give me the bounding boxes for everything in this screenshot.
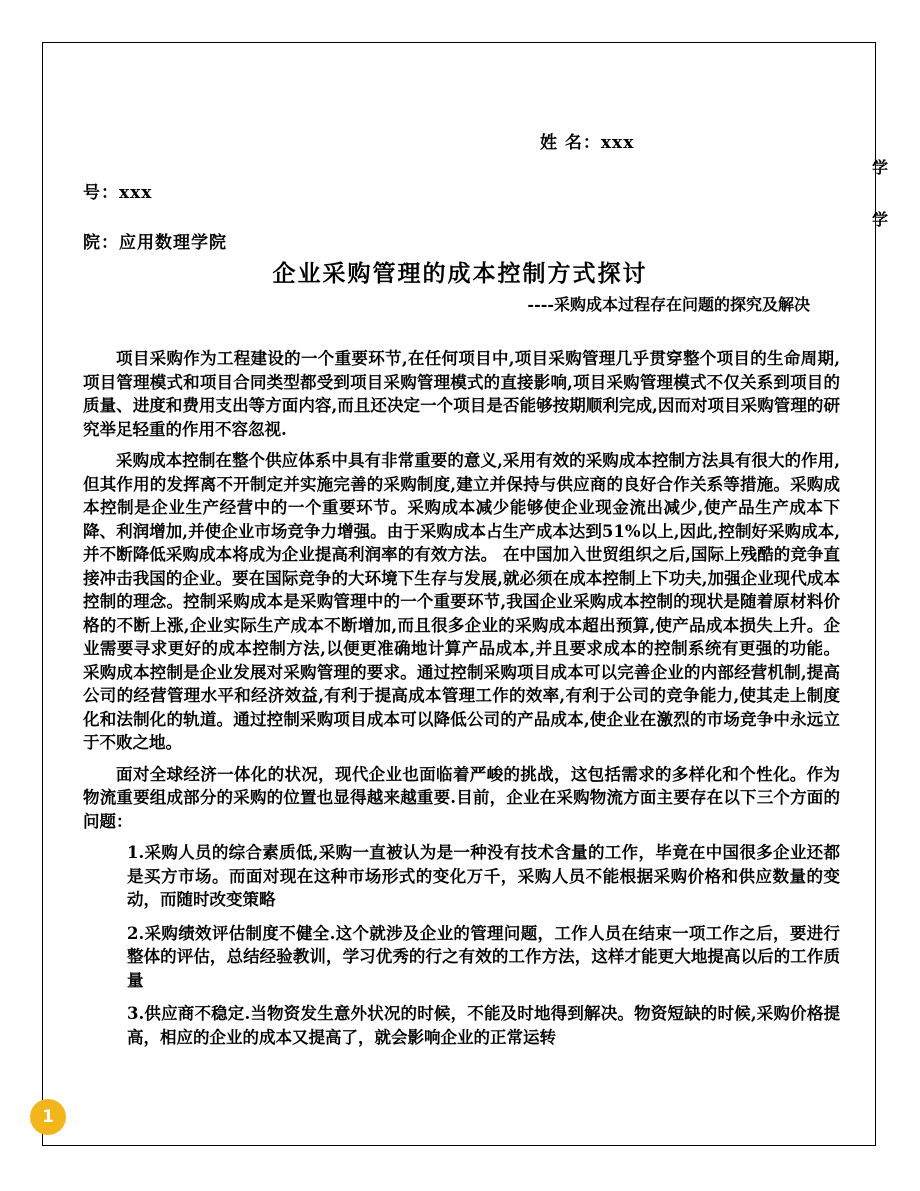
document-title: 企业采购管理的成本控制方式探讨 xyxy=(272,260,648,287)
list-item: 1.采购人员的综合素质低,采购一直被认为是一种没有技术含量的工作，毕竟在中国很多企业还都是买方市场。而面对现在这种市场形式的变化万千，采购人员不能根据采购价格和供应数量的变动，而随时改变策略 xyxy=(127,843,840,909)
student-id-field: 号：xxx xyxy=(83,183,153,203)
paragraph: 面对全球经济一体化的状况，现代企业也面临着严峻的挑战，这包括需求的多样化和个性化。作为物流重要组成部分的采购的位置也显得越来越重要.目前，企业在采购物流方面主要存在以下三个方面的问题： xyxy=(83,764,840,831)
document-subtitle: ----采购成本过程存在问题的探究及解决 xyxy=(527,295,810,314)
body-content xyxy=(83,347,840,1059)
page-number-badge: 1 xyxy=(30,1099,66,1135)
list-item: 3.供应商不稳定.当物资发生意外状况的时候，不能及时地得到解决。物资短缺的时候,采购价格提高，相应的企业的成本又提高了，就会影响企业的正常运转 xyxy=(127,1004,840,1047)
side-char-top: 学 xyxy=(872,158,889,177)
college-field: 院：应用数理学院 xyxy=(83,233,227,253)
name-field: 姓 名：xxx xyxy=(540,133,635,153)
paragraph: 采购成本控制在整个供应体系中具有非常重要的意义,采用有效的采购成本控制方法具有很大的作用,但其作用的发挥离不开制定并实施完善的采购制度,建立并保持与供应商的良好合作关系等措施。采购成本控制是企业生产经营中的一个重要环节。采购成本减少能够使企业现金流出减少,使产品生产成本下降、利润增加,并使企业市场竞争力增强。由于采购成本占生产成本达到51%以上,因此,控制好采购成本,并不断降低采购成本将成为企业提高利润率的有效方法。 在中国加入世贸组织之后,国际上残酷的竞争直接冲击我国的企业。要在国际竞争的大环境下生存与发展,就必须在成本控制上下功夫,加强企业现代成本控制的理念。控制采购成本是采购管理中的一个重要环节,我国企业采购成本控制的现状是随着原材料价格的不断上涨,企业实际生产成本不断增加,而且很多企业的采购成本超出预算,使产品成本损失上升。企业需要寻求更好的成本控制方法,以便更准确地计算产品成本,并且要求成本的控制系统有更强的功能。 采购成本控制是企业发展对采购管理的要求。通过控制采购项目成本可以完善企业的内部经营机制,提高公司的经营管理水平和经济效益,有利于提高成本管理工作的效率,有利于公司的竞争能力,使其走上制度化和法制化的轨道。通过控制采购项目成本可以降低公司的产品成本,使企业在激烈的市场竞争中永远立于不败之地。 xyxy=(83,451,840,752)
list-item: 2.采购绩效评估制度不健全.这个就涉及企业的管理问题，工作人员在结束一项工作之后，要进行整体的评估，总结经验教训，学习优秀的行之有效的工作方法，这样才能更大地提高以后的工作质量 xyxy=(127,923,840,990)
paragraph: 项目采购作为工程建设的一个重要环节,在任何项目中,项目采购管理几乎贯穿整个项目的生命周期,项目管理模式和项目合同类型都受到项目采购管理模式的直接影响,项目采购管理模式不仅关系到项目的质量、进度和费用支出等方面内容,而且还决定一个项目是否能够按期顺利完成,因而对项目采购管理的研究举足轻重的作用不容忽视. xyxy=(83,349,840,439)
side-char-bottom: 学 xyxy=(872,210,889,229)
